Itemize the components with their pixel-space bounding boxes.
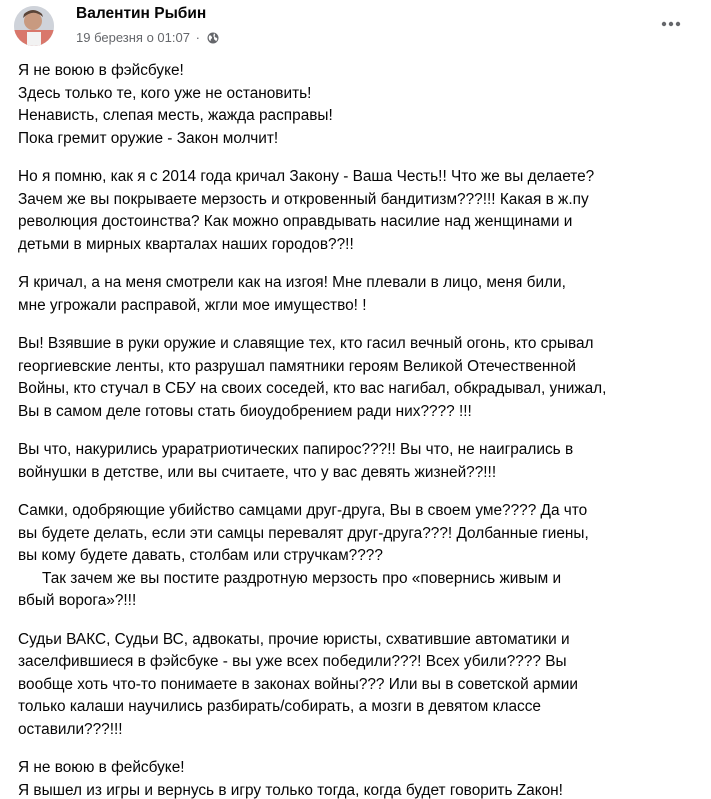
post-line: Судьи ВАКС, Судьи ВС, адвокаты, прочие юристы, схватившие автоматики и [18,630,570,648]
post-line: вообще хоть что-то понимаете в законах войны??? Или вы в советской армии [18,675,578,693]
globe-icon [207,32,219,44]
post-line: Самки, одобряющие убийство самцами друг-друга, Вы в своем уме???? Да что [18,502,588,519]
post-line: вы кому будете давать, столбам или стручкам???? [18,547,383,564]
post-line: георгиевские ленты, кто разрушал памятники героям Великой Отечественной [18,357,577,375]
post-line: вбый ворога»?!!! [18,592,137,609]
post-line: оставили???!!! [18,720,123,738]
post-paragraph [18,629,693,742]
post-header [0,0,711,58]
post-line: только калаши научились разбирать/собирать, а мозги в девятом классе [18,698,541,715]
profile-photo [14,6,54,46]
post-line: Я не воюю в фэйсбуке! [18,62,184,79]
post-line: революция достоинства? Как можно оправдывать насилие над женщинами и [18,213,573,230]
post-paragraph [18,500,693,613]
post-paragraph [18,333,693,423]
post-line: войнушки в детстве, или вы считаете, что у вас девять жизней??!!! [18,463,497,481]
post-paragraph [18,439,693,484]
post-paragraph [18,60,693,150]
post-line: Так зачем же вы постите раздротную мерзость про «повернись живым и [42,569,562,587]
post-line: Вы что, накурились ураратриотических папирос???!! Вы что, не наигрались в [18,441,574,458]
post-line: Вы! Взявшие в руки оружие и славящие тех, кто гасил вечный огонь, кто срывал [18,335,594,352]
meta-separator: · [195,30,200,45]
post-line: Я не воюю в фейсбуке! [18,759,185,776]
post-text [18,60,693,799]
post-meta [76,30,219,45]
post-line: Здесь только те, кого уже не остановить! [18,84,312,102]
post-line: Пока гремит оружие - Закон молчит! [18,129,279,147]
post-line: Я вышел из игры и вернусь в игру только тогда, когда будет говорить Zакон! [18,781,563,799]
post-line: Ненависть, слепая месть, жажда расправы! [18,107,333,124]
post-line: заселфившиеся в фэйсбуке - вы уже всех победили???! Всех убили???? Вы [18,653,567,670]
author-name[interactable]: Валентин Рыбин [76,5,207,22]
post-line: вы будете делать, если эти самцы перевалят друг-друга???! Долбанные гиены, [18,524,589,542]
post-line: мне угрожали расправой, жгли мое имущество! ! [18,296,367,314]
post-line: Вы в самом деле готовы стать биоудобрением ради них???? !!! [18,402,472,420]
post-line: Войны, кто стучал в СБУ на своих соседей, кто вас нагибал, обкрадывал, унижал, [18,380,607,397]
more-options-icon [661,21,681,27]
author-avatar[interactable] [14,6,54,46]
post-paragraph [18,166,693,256]
post-line: Я кричал, а на меня смотрели как на изгоя! Мне плевали в лицо, меня били, [18,274,566,291]
more-options-button[interactable] [653,6,689,42]
post-paragraph [18,757,693,799]
post-paragraph [18,272,693,317]
post-line: Зачем же вы покрываете мерзость и откровенный бандитизм???!!! Какая в ж.пу [18,190,589,208]
post-line: Но я помню, как я с 2014 года кричал Закону - Ваша Честь!! Что же вы делаете? [18,168,595,185]
post-line: детьми в мирных кварталах наших городов??!! [18,235,354,253]
post-timestamp[interactable]: 19 березня о 01:07 [76,30,190,45]
